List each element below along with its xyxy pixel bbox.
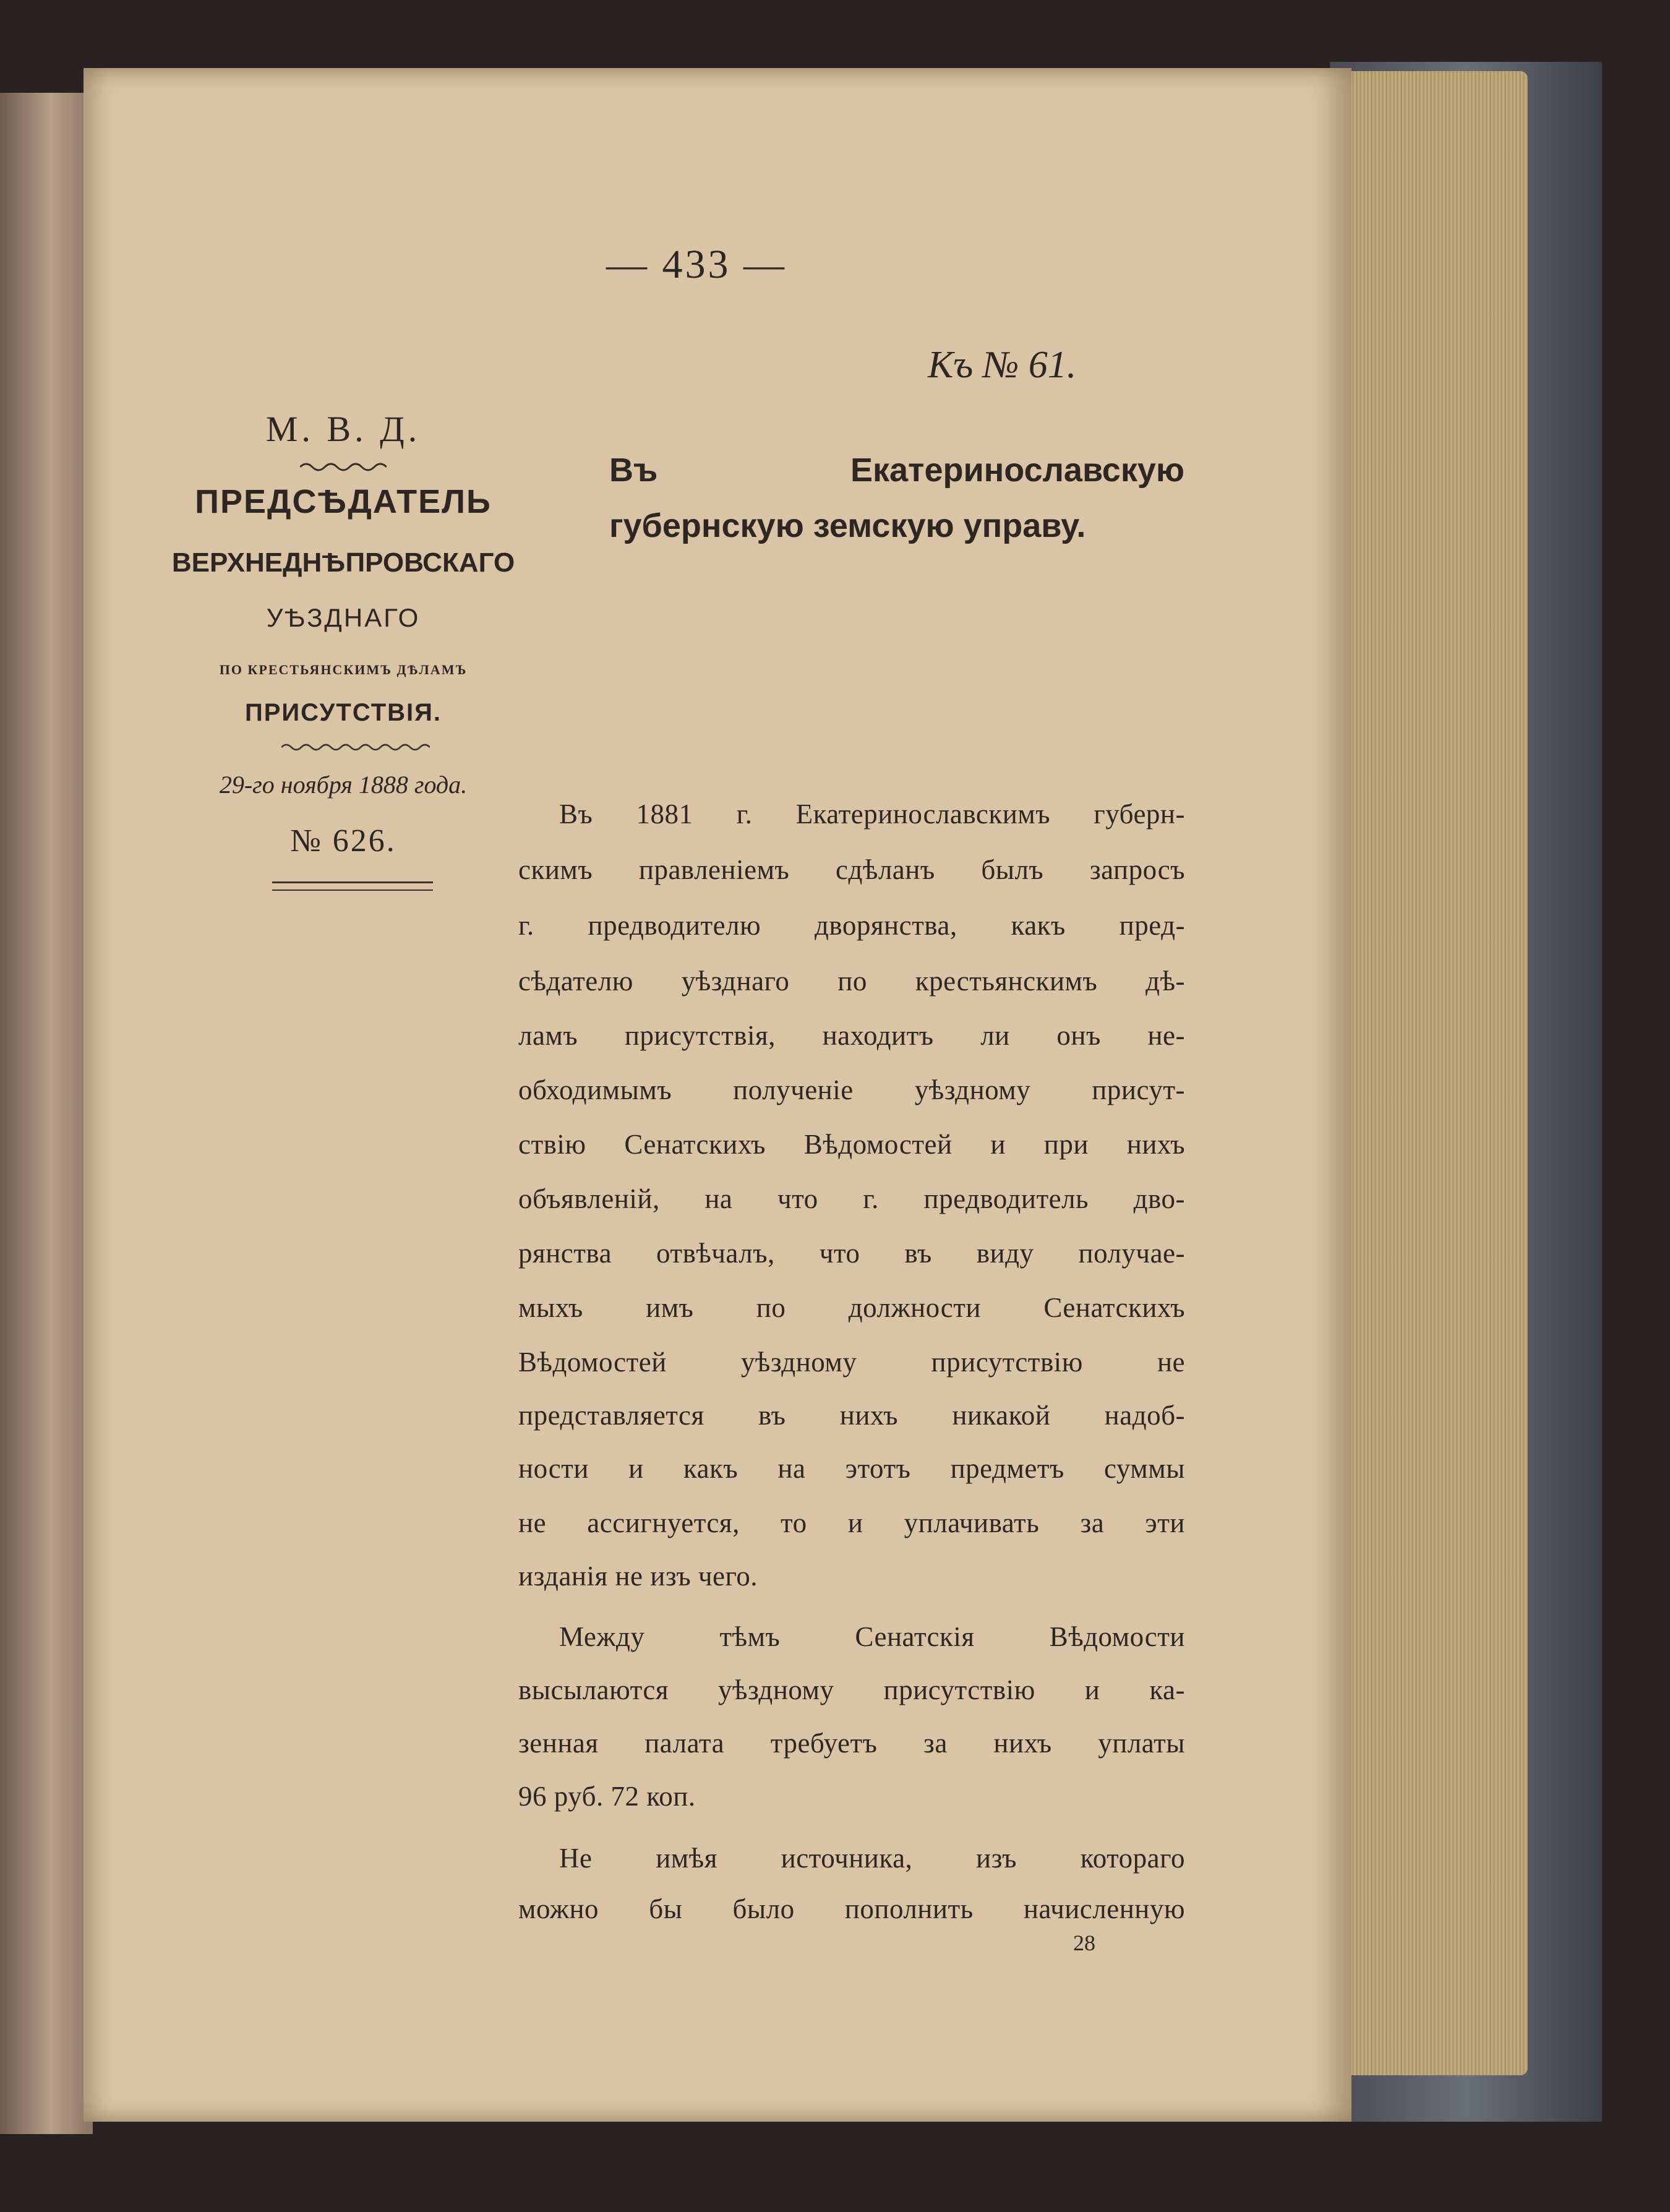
body-line: объявленій, на что г. предводитель дво- [518,1183,1185,1214]
letterhead-office: ПРИСУТСТВІЯ. [244,699,442,726]
letterhead-title: ПРЕДСѢДАТЕЛЬ [195,483,492,520]
ornament-squiggle-icon [300,461,387,473]
recipient-address: Въ Екатеринославскую губернскую земскую управу. [609,452,1184,544]
left-page-edge [0,93,93,2134]
body-line: г. предводителю дворянства, какъ пред- [518,910,1185,941]
letterhead-subtitle: ПО КРЕСТЬЯНСКИМЪ ДѢЛАМЪ [219,662,468,677]
signature-mark: 28 [1073,1931,1095,1955]
body-line: можно бы было пополнить начисленную [518,1893,1185,1924]
letterhead-uezd: УѢЗДНАГО [266,603,421,632]
double-rule-divider [272,881,433,891]
body-line: не ассигнуется, то и уплачивать за эти [518,1507,1185,1538]
body-line: ности и какъ на этотъ предметъ суммы [518,1453,1185,1484]
letter-date: 29-го ноября 1888 года. [219,771,468,799]
body-line: Между тѣмъ Сенатскія Вѣдомости [559,1621,1185,1652]
body-line: Не имѣя источника, изъ котораго [559,1843,1185,1874]
letter-number: № 626. [290,823,396,859]
body-line: изданія не изъ чего. [518,1561,758,1592]
ornament-squiggle-icon [281,741,430,753]
letterhead-district: ВЕРХНЕДНѢПРОВСКАГО [171,547,515,578]
body-line: сѣдателю уѣзднаго по крестьянскимъ дѣ- [518,966,1185,997]
body-line: Въ 1881 г. Екатеринославскимъ губерн- [559,799,1185,830]
body-line: рянства отвѣчалъ, что въ виду получае- [518,1238,1185,1269]
body-line: представляется въ нихъ никакой надоб- [518,1400,1185,1431]
body-line: скимъ правленіемъ сдѣланъ былъ запросъ [518,854,1185,885]
body-line: мыхъ имъ по должности Сенатскихъ [518,1292,1185,1323]
page-edges [1342,71,1528,2075]
body-line: ствію Сенатскихъ Вѣдомостей и при нихъ [518,1129,1185,1160]
body-line: высылаются уѣздному присутствію и ка- [518,1674,1185,1705]
reference-number: Къ № 61. [928,344,1077,386]
body-line: Вѣдомостей уѣздному присутствію не [518,1347,1185,1378]
body-line: зенная палата требуетъ за нихъ уплаты [518,1728,1185,1759]
body-line: 96 руб. 72 коп. [518,1781,696,1812]
body-line: обходимымъ полученіе уѣздному присут- [518,1074,1185,1105]
ministry-label: М. В. Д. [265,409,421,449]
body-line: ламъ присутствія, находитъ ли онъ не- [518,1020,1185,1051]
page-number: — 433 — [606,242,787,287]
